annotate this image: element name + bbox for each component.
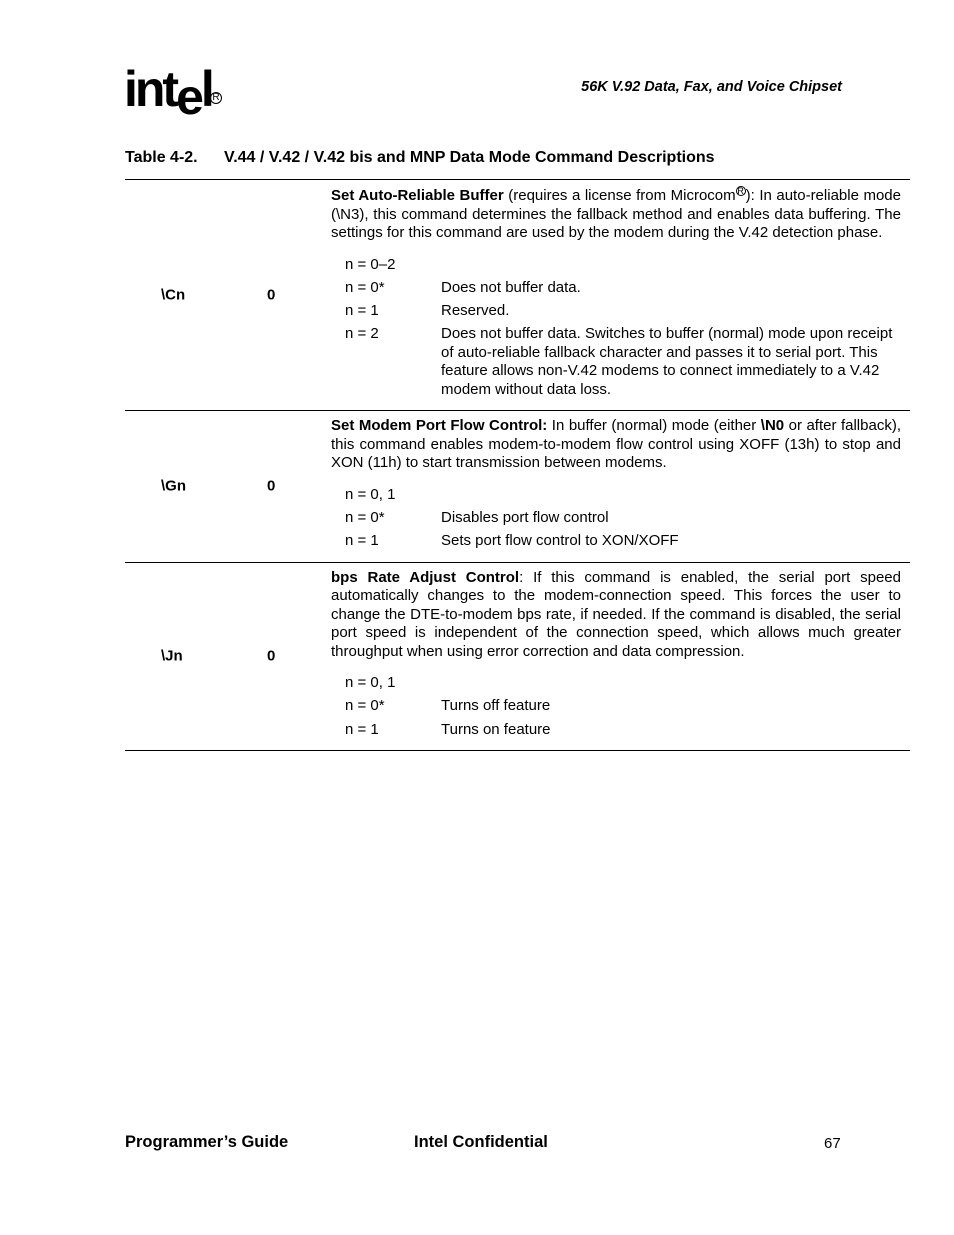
option-value: n = 1 <box>345 302 379 320</box>
option-value: n = 0, 1 <box>345 485 396 503</box>
option-item <box>331 697 901 716</box>
option-value: n = 2 <box>345 325 379 343</box>
description-heading: bps Rate Adjust Control <box>331 568 520 586</box>
page-number: 67 <box>824 1135 841 1152</box>
command-description <box>331 569 901 662</box>
option-item <box>331 509 901 528</box>
option-meaning: Reserved. <box>441 302 510 320</box>
option-value: n = 0* <box>345 508 385 526</box>
option-value: n = 0* <box>345 697 385 715</box>
option-item <box>331 279 901 298</box>
option-item <box>331 302 901 321</box>
logo-part-e: e <box>176 69 201 125</box>
option-list <box>331 486 901 551</box>
option-item <box>331 256 901 275</box>
command-table <box>125 179 910 751</box>
table-caption <box>125 149 715 167</box>
description-inline-command: \N0 <box>760 417 785 435</box>
description-heading: Set Modem Port Flow Control: <box>331 417 548 435</box>
option-list <box>331 256 901 400</box>
logo-part-l: l <box>200 61 212 117</box>
description-text: (requires a license from Microcom <box>503 187 736 204</box>
default-value: 0 <box>267 477 276 495</box>
option-value: n = 0, 1 <box>345 674 396 692</box>
option-meaning: Does not buffer data. Switches to buffer (normal) mode upon receipt of auto-reliable fallback character and passes it to serial port. This feature allows non-V.42 modems to connect immediately to a V.42 modem without data loss. <box>441 325 893 398</box>
option-value: n = 1 <box>345 720 379 738</box>
default-value: 0 <box>267 286 276 304</box>
command-name: \Gn <box>161 477 186 495</box>
intel-logo <box>124 58 234 125</box>
option-meaning: Turns on feature <box>441 720 551 738</box>
option-value: n = 0–2 <box>345 255 396 273</box>
option-meaning <box>441 674 901 693</box>
command-description <box>331 417 901 473</box>
table-title: V.44 / V.42 / V.42 bis and MNP Data Mode Command Descriptions <box>224 149 715 166</box>
registered-mark-icon: R <box>210 92 222 104</box>
option-meaning <box>441 486 901 505</box>
option-value: n = 1 <box>345 532 379 550</box>
option-item <box>331 532 901 551</box>
option-meaning: Disables port flow control <box>441 508 609 526</box>
table-row <box>125 563 910 751</box>
footer-guide-title: Programmer’s Guide <box>125 1133 289 1151</box>
option-meaning <box>441 256 901 275</box>
footer-confidential: Intel Confidential <box>414 1133 548 1151</box>
default-value: 0 <box>267 647 276 665</box>
description-text: In buffer (normal) mode (either <box>547 417 761 435</box>
logo-part-int: int <box>124 61 177 117</box>
option-meaning: Does not buffer data. <box>441 278 581 296</box>
option-item <box>331 325 901 399</box>
description-text: or after fallback), this command enables modem-to-modem flow control using XOFF (13h) to stop and XON (11h) to start transmission between modems. <box>331 417 901 472</box>
logo-wordmark <box>124 61 212 125</box>
option-meaning: Turns off feature <box>441 697 551 715</box>
command-name: \Jn <box>161 647 183 665</box>
table-number: Table 4-2. <box>125 149 198 166</box>
description-text: : If this command is enabled, the serial port speed automatically changes to the modem-connection speed. This forces the user to change the DTE-to-modem bps rate, if needed. If the command is disabled, the serial port speed is independent of the connection speed, which allows much greater throughput when using error correction and data compression. <box>331 568 901 660</box>
document-title: 56K V.92 Data, Fax, and Voice Chipset <box>581 79 842 95</box>
command-name: \Cn <box>161 286 186 304</box>
table-row <box>125 180 910 411</box>
option-item <box>331 486 901 505</box>
option-item <box>331 674 901 693</box>
option-list <box>331 674 901 739</box>
table-row <box>125 411 910 562</box>
option-value: n = 0* <box>345 278 385 296</box>
option-item <box>331 721 901 740</box>
description-text: ): In auto-reliable mode (\N3), this command determines the fallback method and enables data buffering. The settings for this command are used by the modem during the V.42 detection phase. <box>331 187 901 241</box>
option-meaning: Sets port flow control to XON/XOFF <box>441 532 679 550</box>
description-heading: Set Auto-Reliable Buffer <box>331 187 504 204</box>
command-description <box>331 186 901 243</box>
registered-mark-icon: R <box>737 186 744 196</box>
